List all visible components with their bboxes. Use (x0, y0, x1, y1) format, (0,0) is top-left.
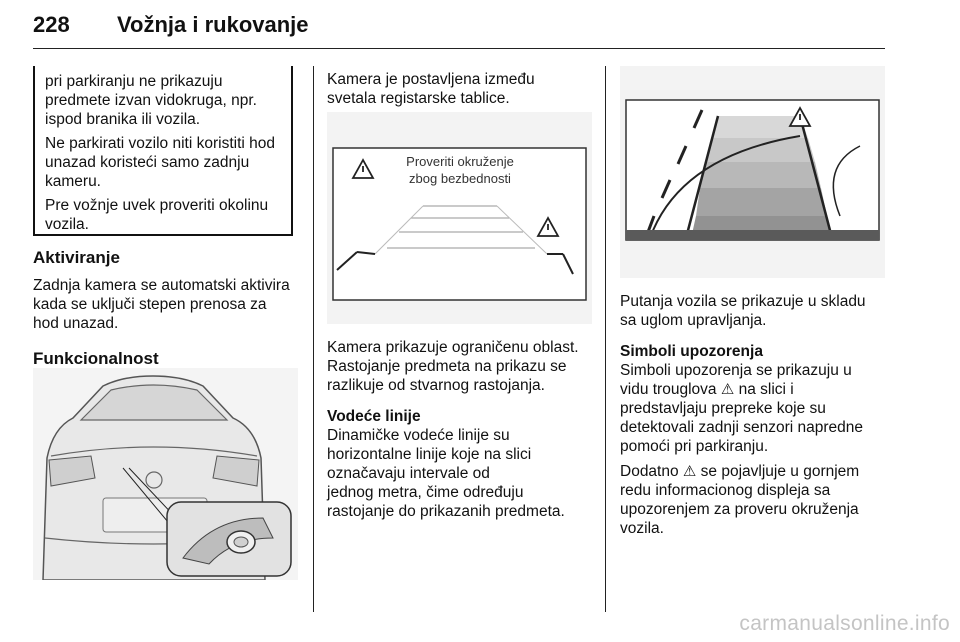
column-divider-1 (313, 66, 314, 612)
camera-screen-drawing (327, 112, 592, 324)
header-rule (33, 48, 885, 49)
warning-box (33, 66, 293, 236)
guide-heading: Vodeće linije (327, 408, 421, 425)
activation-heading: Aktiviranje (33, 248, 120, 267)
car-rear-drawing (33, 368, 298, 580)
column-3-body (620, 292, 890, 538)
guide-lines-illustration (620, 66, 885, 278)
car-rear-illustration (33, 368, 298, 580)
column-2-body (327, 338, 602, 521)
function-heading: Funkcionalnost (33, 349, 159, 368)
guide-paragraph: Dinamičke vodeće linije su horizontalne linije koje na slici označavaju intervale od jednog metra, čime određuju rastojanje do prikazanih predmeta. (327, 427, 565, 520)
screen-message-line2: zbog bezbednosti (409, 171, 511, 186)
path-paragraph: Putanja vozila se prikazuje u skladu sa uglom upravljanja. (620, 293, 866, 329)
column-divider-2 (605, 66, 606, 612)
warning-triangle-icon: ⚠ (682, 463, 697, 480)
camera-position-text: Kamera je postavljena između svetala registarske tablice. (327, 71, 535, 107)
symbols-heading: Simboli upozorenja (620, 343, 763, 360)
warning-text: Pre vožnje uvek proveriti okolinu vozila. (45, 197, 269, 233)
watermark: carmanualsonline.info (739, 612, 950, 635)
symbols-paragraph: Simboli upozorenja se prikazuju u vidu trouglova ⚠ na slici i predstavljaju prepreke koje su detektovali zadnji senzori napredne pomoći pri parkiranju. (620, 362, 863, 455)
additional-paragraph: Dodatno ⚠ se pojavljuje u gornjem redu informacionog displeja sa upozorenjem za proveru okruženja vozila. (620, 463, 860, 537)
camera-screen-illustration (327, 112, 592, 324)
screen-message-line1: Proveriti okruženje (406, 154, 514, 169)
column-2-intro (327, 70, 597, 108)
warning-text: pri parkiranju ne prikazuju predmete izvan vidokruga, npr. ispod branika ili vozila. (45, 73, 257, 128)
warning-text: Ne parkirati vozilo niti koristiti hod unazad koristeći samo zadnju kameru. (45, 135, 276, 190)
display-paragraph: Kamera prikazuje ograničenu oblast. Rastojanje predmeta na prikazu se razlikuje od stvarnog rastojanja. (327, 339, 579, 394)
activation-paragraph: Zadnja kamera se automatski aktivira kada se uključi stepen prenosa za hod unazad. (33, 277, 290, 332)
section-title: Vožnja i rukovanje (117, 12, 309, 37)
page-number: 228 (33, 12, 70, 37)
guide-lines-drawing (620, 66, 885, 278)
warning-triangle-icon: ⚠ (720, 381, 735, 398)
column-1-body (33, 248, 303, 369)
page-header (33, 12, 885, 52)
